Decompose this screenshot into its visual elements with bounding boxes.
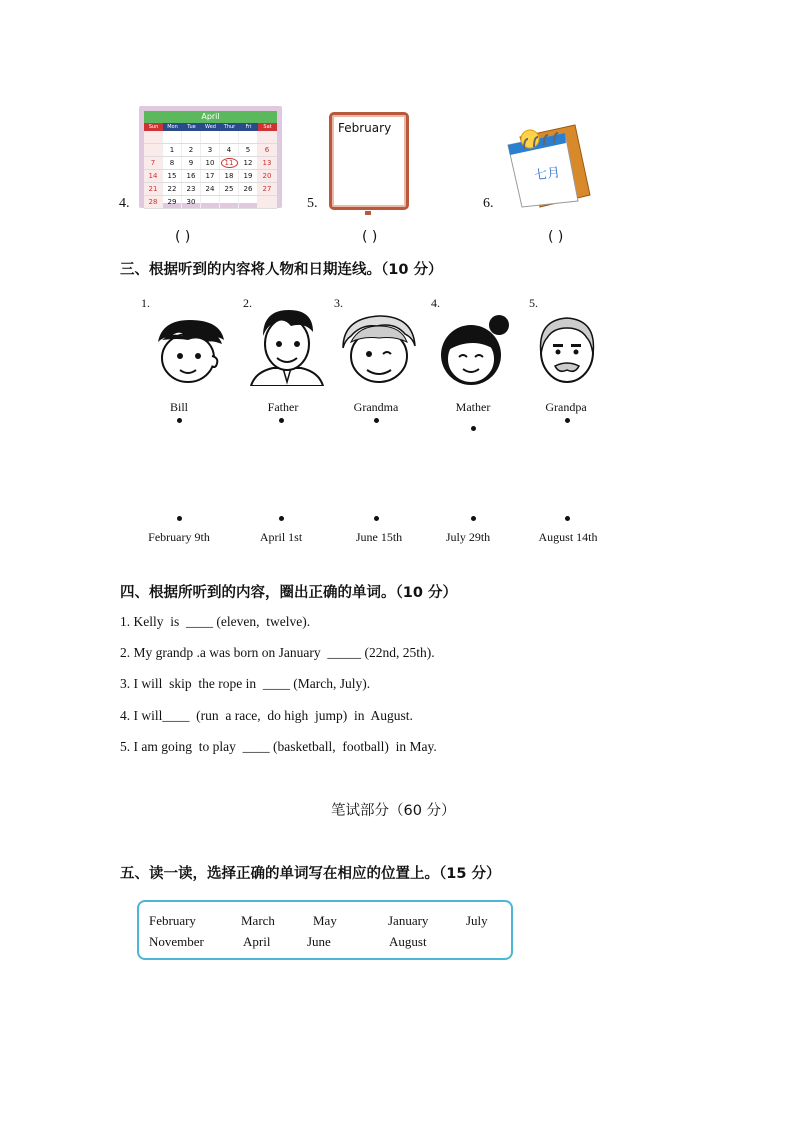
calendar-day-cell: 14 [144,170,163,182]
calendar-week-row [144,131,277,144]
calendar-day-cell [258,131,277,143]
calendar-day-cell: 29 [163,196,182,208]
word-bank-word: March [241,913,275,928]
match-dot-date-1[interactable] [177,516,182,521]
match-dot-date-4[interactable] [471,516,476,521]
date-label-5: August 14th [538,530,598,544]
calendar-week-row [144,183,277,196]
answer-paren-6[interactable]: ( ) [548,229,564,245]
calendar-weekday-cell: Wed [205,124,216,130]
section4-question-2: 2. My grandp .a was born on January _____ (22nd, 25th). [120,645,435,660]
calendar-day-cell [220,131,239,143]
calendar-week-row [144,170,277,183]
grandpa-face-image [529,310,605,386]
calendar-day-cell: 7 [144,157,163,169]
word-bank-word: January [388,913,429,928]
calendar-day-cell: 26 [239,183,258,195]
date-label-1: February 9th [148,530,210,544]
calendar-day-cell [163,131,182,143]
calendar-weekday-cell: Mon [167,124,178,130]
calendar-day-cell: 8 [163,157,182,169]
calendar-weekday-cell: Sat [258,123,277,131]
bill-face-image [150,316,230,386]
section4-question-1: 1. Kelly is ____ (eleven, twelve). [120,614,311,629]
word-bank-word: July [466,913,488,928]
calendar-day-cell [239,196,258,208]
july-desk-calendar-image [500,115,595,210]
match-dot-person-2[interactable] [279,418,284,423]
calendar-day-cell: 5 [239,144,258,156]
calendar-weekday-cell: Tue [187,124,196,130]
calendar-day-cell: 27 [258,183,277,195]
calendar-day-cell: 10 [201,157,220,169]
person-name-bill: Bill [169,400,188,414]
calendar-day-cell: 25 [220,183,239,195]
calendar-weekday-cell: Fri [245,124,252,130]
person-number-2: 2. [243,296,252,310]
calendar-day-cell: 11 [220,157,239,169]
item-number-4: 4. [119,196,130,211]
father-face-image [247,306,327,386]
calendar-day-cell [182,131,201,143]
calendar-weekday-cell: Sun [144,123,163,131]
calendar-day-cell: 3 [201,144,220,156]
section4-question-5: 5. I am going to play ____ (basketball, football) in May. [120,739,437,754]
match-dot-date-2[interactable] [279,516,284,521]
date-label-2: April 1st [259,530,303,544]
calendar-day-cell [144,131,163,143]
calendar-day-cell: 23 [182,183,201,195]
match-dot-date-3[interactable] [374,516,379,521]
person-name-mather: Mather [455,400,491,414]
calendar-day-cell: 21 [144,183,163,195]
calendar-day-cell [220,196,239,208]
calendar-day-cell: 22 [163,183,182,195]
calendar-day-cell [144,144,163,156]
calendar-day-cell: 18 [220,170,239,182]
desk-calendar-month-label: 七月 [533,165,562,184]
person-name-father: Father [267,400,299,414]
word-bank-word: November [149,934,204,949]
calendar-weekday-cell: Thur [223,124,236,130]
calendar-day-cell: 17 [201,170,220,182]
date-label-4: July 29th [445,530,491,544]
calendar-day-cell: 6 [258,144,277,156]
calendar-week-row [144,144,277,157]
calendar-day-cell: 30 [182,196,201,208]
board-month-label: February [338,121,392,135]
calendar-day-cell [201,196,220,208]
calendar-week-row [144,196,277,209]
person-number-5: 5. [529,296,538,310]
section4-question-3: 3. I will skip the rope in ____ (March, July). [120,676,371,691]
date-label-3: June 15th [355,530,403,544]
grandma-face-image [337,312,419,386]
calendar-day-cell: 4 [220,144,239,156]
word-bank-word: August [389,934,427,949]
calendar-day-cell [239,131,258,143]
item-number-5: 5. [307,196,318,211]
section4-heading: 四、根据所听到的内容，圈出正确的单词。（10 分） [120,585,457,601]
match-dot-person-5[interactable] [565,418,570,423]
section5-heading: 五、读一读，选择正确的单词写在相应的位置上。（15 分） [120,866,501,882]
calendar-day-cell: 28 [144,196,163,208]
answer-paren-4[interactable]: ( ) [175,229,191,245]
written-part-title: 笔试部分（60 分） [331,803,456,819]
calendar-day-cell: 24 [201,183,220,195]
word-bank-word: April [243,934,271,949]
february-board-image [329,112,409,210]
answer-paren-5[interactable]: ( ) [362,229,378,245]
calendar-month-header: April [144,111,277,123]
mother-face-image [433,311,513,387]
calendar-week-row [144,157,277,170]
word-bank-box [137,900,513,960]
section3-heading: 三、根据听到的内容将人物和日期连线。（10 分） [120,262,443,278]
match-dot-person-1[interactable] [177,418,182,423]
calendar-day-cell: 15 [163,170,182,182]
person-number-1: 1. [141,296,150,310]
calendar-day-cell: 20 [258,170,277,182]
person-name-grandpa: Grandpa [545,400,587,414]
match-dot-date-5[interactable] [565,516,570,521]
calendar-day-cell: 2 [182,144,201,156]
person-number-3: 3. [334,296,343,310]
calendar-day-cell: 19 [239,170,258,182]
word-bank-word: June [307,934,331,949]
calendar-day-cell: 16 [182,170,201,182]
person-name-grandma: Grandma [353,400,399,414]
calendar-weekday-row [144,123,277,131]
calendar-day-cell: 12 [239,157,258,169]
item-number-6: 6. [483,196,494,211]
match-dot-person-4[interactable] [471,426,476,431]
calendar-day-grid [144,131,277,209]
word-bank-word: February [149,913,196,928]
person-number-4: 4. [431,296,440,310]
calendar-day-cell: 9 [182,157,201,169]
word-bank-word: May [313,913,337,928]
april-calendar-image [139,106,282,208]
calendar-day-cell: 13 [258,157,277,169]
section4-question-4: 4. I will____ (run a race, do high jump) in August. [120,708,413,723]
match-dot-person-3[interactable] [374,418,379,423]
calendar-day-cell [201,131,220,143]
calendar-day-cell: 1 [163,144,182,156]
calendar-day-cell [258,196,277,208]
